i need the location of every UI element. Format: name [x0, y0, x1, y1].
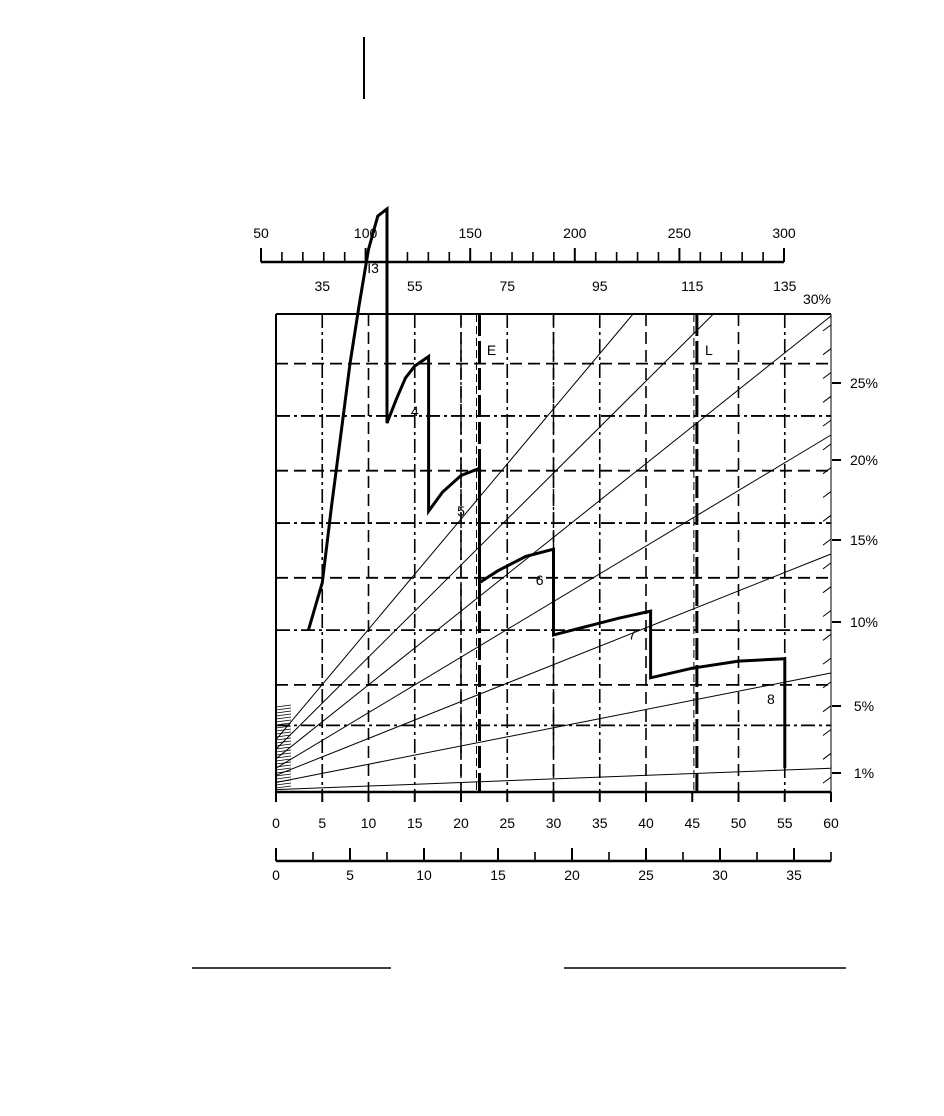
right-axis-tick-label: 25% — [849, 375, 879, 391]
hatch-line — [276, 714, 291, 716]
right-minor-tick — [823, 396, 831, 402]
right-axis-labels — [803, 291, 878, 781]
hatch-line — [276, 768, 291, 770]
right-minor-tick — [823, 539, 831, 545]
curve-label: 8 — [766, 690, 775, 707]
hatch-line — [276, 708, 291, 710]
right-minor-tick — [823, 373, 831, 379]
bottom-axis-tick-label: 5 — [318, 815, 327, 831]
right-minor-tick — [823, 706, 831, 712]
inner-top-tick-label: 95 — [591, 278, 608, 294]
right-axis-tick-label: 15% — [849, 532, 879, 548]
curve-label: 6 — [535, 571, 544, 588]
top-scale-tick-label: 100 — [353, 225, 378, 241]
right-minor-tick — [823, 611, 831, 617]
hatch-line — [276, 744, 291, 746]
right-axis-tick-label: 5% — [853, 698, 875, 714]
grade-line — [276, 314, 713, 749]
hatch-line — [276, 783, 291, 785]
bottom-axis-ticks — [276, 792, 831, 802]
bottom-axis-tick-label: 25 — [499, 815, 516, 831]
top-scale-tick-label: 50 — [253, 225, 269, 241]
hatch-line — [276, 720, 291, 722]
bottom-axis-tick-label: 15 — [406, 815, 423, 831]
hatch-line — [276, 717, 291, 719]
bottom-axis-tick-label: 0 — [272, 815, 280, 831]
bottom-axis-tick-label: 30 — [545, 815, 562, 831]
inner-top-tick-label: 55 — [406, 278, 423, 294]
secondary-scale-tick-label: 30 — [712, 867, 728, 883]
right-minor-tick — [823, 349, 831, 355]
hatch-line — [276, 705, 291, 707]
top-scale — [253, 225, 796, 262]
bottom-axis-tick-label: 55 — [776, 815, 793, 831]
inner-top-tick-label: 135 — [773, 278, 797, 294]
right-minor-tick — [823, 777, 831, 783]
bottom-axis-tick-label: 20 — [453, 815, 469, 831]
marker-label: E — [486, 342, 497, 358]
hatch-line — [276, 711, 291, 713]
right-minor-tick — [823, 563, 831, 569]
bottom-axis-tick-label: 10 — [360, 815, 377, 831]
bottom-axis-tick-label: 60 — [823, 815, 839, 831]
curve-label: 7 — [628, 626, 637, 643]
curve-label: 5 — [457, 502, 465, 519]
right-minor-tick — [823, 325, 831, 331]
right-minor-tick — [823, 730, 831, 736]
curve-label: I3 — [367, 260, 379, 277]
secondary-scale-tick-label: 35 — [786, 867, 802, 883]
bottom-axis-tick-label: 40 — [638, 815, 654, 831]
secondary-scale-tick-label: 10 — [416, 867, 432, 883]
right-axis-tick-label: 20% — [849, 452, 879, 468]
top-scale-tick-label: 250 — [667, 225, 692, 241]
bottom-axis-tick-label: 50 — [730, 815, 747, 831]
right-axis-tick-label: 30% — [802, 291, 832, 307]
inner-top-tick-label: 35 — [314, 278, 331, 294]
bottom-axis-labels — [272, 815, 839, 831]
secondary-scale-tick-label: 20 — [564, 867, 580, 883]
hatch-line — [276, 738, 291, 740]
right-minor-tick — [823, 634, 831, 640]
right-axis-tick-label: 1% — [853, 765, 875, 781]
hatch-line — [276, 732, 291, 734]
right-axis-tick-label: 10% — [849, 614, 879, 630]
top-scale-tick-label: 200 — [563, 225, 587, 241]
hatch-line — [276, 786, 291, 788]
secondary-scale-tick-label: 0 — [272, 867, 280, 883]
top-scale-tick-label: 150 — [458, 225, 482, 241]
bottom-axis-tick-label: 45 — [684, 815, 701, 831]
secondary-scale-tick-label: 25 — [638, 867, 654, 883]
right-minor-tick — [823, 753, 831, 759]
right-minor-tick — [823, 658, 831, 664]
right-minor-tick — [823, 492, 831, 498]
right-minor-tick — [823, 420, 831, 426]
top-scale-tick-label: 300 — [772, 225, 796, 241]
secondary-scale-tick-label: 5 — [346, 867, 354, 883]
secondary-bottom-scale — [272, 848, 831, 883]
bottom-axis-tick-label: 35 — [591, 815, 608, 831]
hatch-line — [276, 777, 291, 779]
secondary-scale-tick-label: 15 — [490, 867, 506, 883]
right-minor-tick — [823, 444, 831, 450]
inner-top-tick-label: 75 — [499, 278, 516, 294]
marker-label: L — [704, 342, 713, 358]
reference-markers — [477, 314, 713, 792]
hatch-line — [276, 750, 291, 752]
hatch-line — [276, 726, 291, 728]
right-minor-tick — [823, 515, 831, 521]
curve-label: 4 — [410, 402, 419, 419]
right-minor-tick — [823, 587, 831, 593]
inner-top-tick-label: 115 — [681, 278, 704, 294]
